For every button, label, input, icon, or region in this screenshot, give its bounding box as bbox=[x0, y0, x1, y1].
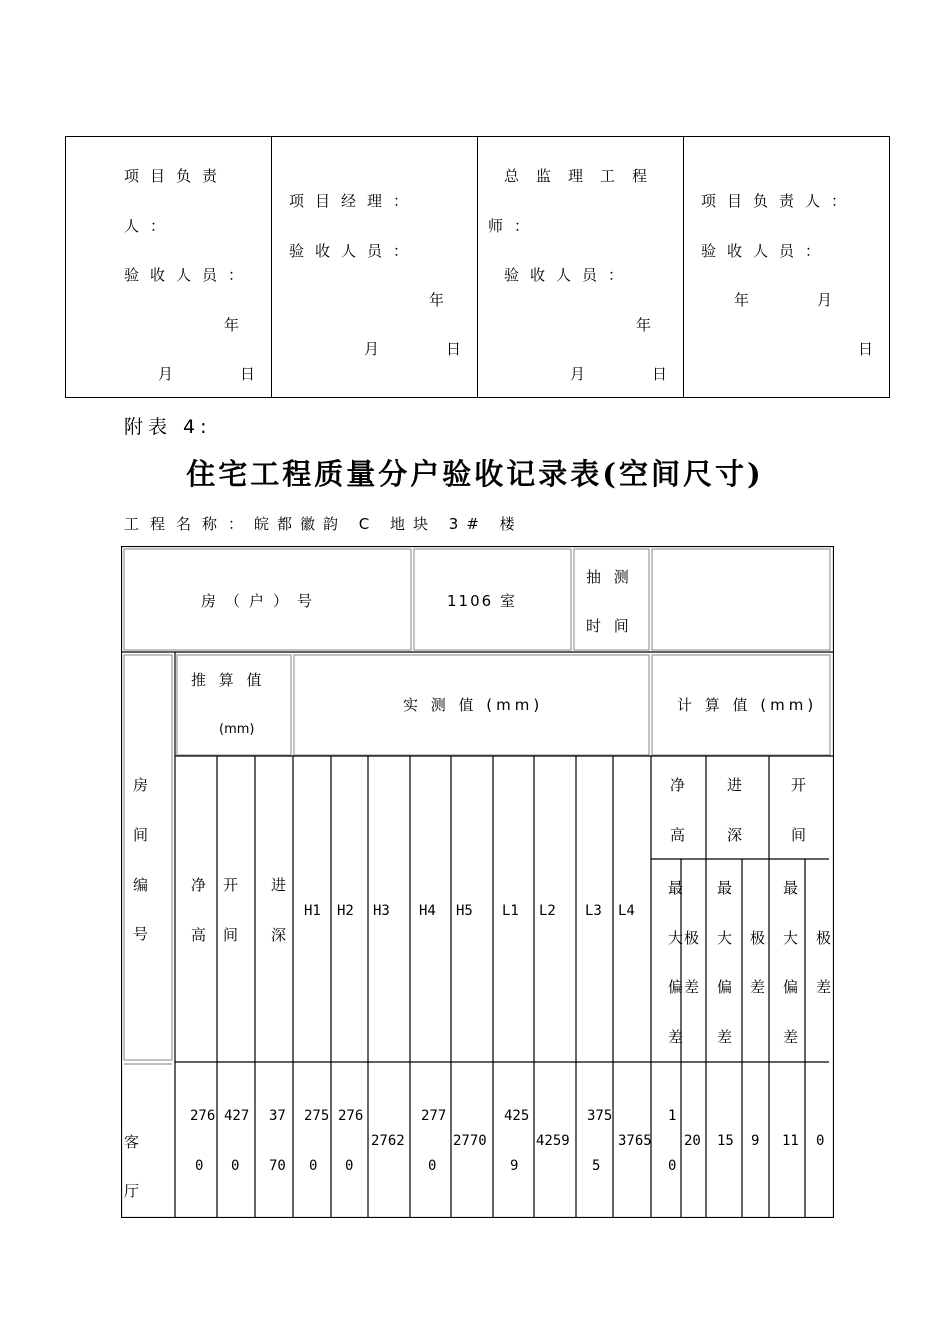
range-char: 极 bbox=[750, 929, 766, 947]
est-col-depth: 进 bbox=[271, 876, 287, 894]
year-label: 年 bbox=[636, 316, 652, 334]
cell-value: 2770 bbox=[453, 1133, 487, 1149]
role-label-cont: 师： bbox=[488, 217, 541, 235]
project-name-value: 皖都徽韵 C 地块 3# 楼 bbox=[254, 515, 523, 533]
est-col-depth-2: 深 bbox=[271, 926, 287, 944]
month-label: 月 bbox=[570, 365, 586, 383]
range-char: 差 bbox=[750, 978, 766, 996]
cell-value: 0 bbox=[816, 1133, 825, 1149]
max-dev-char: 大 bbox=[668, 929, 684, 947]
row-room-name-2: 厅 bbox=[124, 1182, 140, 1200]
signature-table bbox=[65, 136, 890, 398]
acceptance-record-table bbox=[121, 546, 834, 1218]
max-dev-char: 最 bbox=[717, 879, 733, 897]
measured-col-l1: L1 bbox=[502, 903, 519, 919]
cell-value: 70 bbox=[269, 1158, 286, 1174]
max-dev-char: 大 bbox=[783, 929, 799, 947]
role-label-cont: 人： bbox=[124, 217, 177, 235]
measured-col-h5: H5 bbox=[456, 903, 473, 919]
inspector-label: 验收人员： bbox=[504, 266, 635, 284]
max-dev-char: 偏 bbox=[783, 978, 799, 996]
cell-value: 9 bbox=[510, 1158, 519, 1174]
est-col-bay-2: 间 bbox=[223, 926, 239, 944]
signature-cell-project-manager bbox=[272, 137, 478, 398]
estimated-label: 推 算 值 bbox=[191, 671, 266, 689]
row-room-name: 客 bbox=[124, 1133, 140, 1151]
year-label: 年 bbox=[734, 291, 750, 309]
est-col-net-height: 净 bbox=[191, 876, 207, 894]
room-id-char: 编 bbox=[133, 876, 149, 894]
cell-value: 375 bbox=[587, 1108, 613, 1124]
role-label: 总监理工程 bbox=[504, 167, 665, 185]
room-id-char: 间 bbox=[133, 826, 149, 844]
inspector-label: 验收人员： bbox=[289, 242, 420, 260]
est-col-net-height-2: 高 bbox=[191, 926, 207, 944]
calc-group-depth-2: 深 bbox=[727, 826, 743, 844]
month-label: 月 bbox=[364, 340, 380, 358]
room-id-char: 号 bbox=[133, 925, 149, 943]
est-col-bay: 开 bbox=[223, 876, 239, 894]
project-name-row bbox=[124, 513, 523, 534]
max-dev-char: 大 bbox=[717, 929, 733, 947]
room-id-box bbox=[124, 655, 172, 1060]
max-dev-char: 偏 bbox=[717, 978, 733, 996]
cell-value: 3765 bbox=[618, 1133, 652, 1149]
room-no-value: 1106 室 bbox=[447, 592, 517, 610]
cell-value: 425 bbox=[504, 1108, 530, 1124]
inspector-label: 验收人员： bbox=[701, 242, 832, 260]
range-char: 差 bbox=[684, 978, 700, 996]
range-char: 极 bbox=[816, 929, 832, 947]
sample-time-value-box bbox=[652, 549, 830, 650]
measured-col-l3: L3 bbox=[585, 903, 602, 919]
calc-group-bay-2: 间 bbox=[791, 826, 807, 844]
year-label: 年 bbox=[429, 291, 445, 309]
month-label: 月 bbox=[817, 291, 833, 309]
max-dev-char: 差 bbox=[783, 1028, 799, 1046]
calc-group-bay: 开 bbox=[791, 776, 807, 794]
estimated-header-box bbox=[177, 655, 291, 755]
cell-value: 5 bbox=[592, 1158, 601, 1174]
room-id-char: 房 bbox=[133, 776, 149, 794]
range-char: 极 bbox=[684, 929, 700, 947]
calc-group-net-height: 净 bbox=[670, 776, 686, 794]
cell-value: 0 bbox=[309, 1158, 318, 1174]
day-label: 日 bbox=[858, 340, 874, 358]
measured-col-h1: H1 bbox=[304, 903, 321, 919]
cell-value: 11 bbox=[782, 1133, 799, 1149]
max-dev-char: 差 bbox=[668, 1028, 684, 1046]
cell-value: 15 bbox=[717, 1133, 734, 1149]
role-label: 项目负责 bbox=[124, 167, 229, 185]
cell-value: 427 bbox=[224, 1108, 250, 1124]
measured-col-h3: H3 bbox=[373, 903, 390, 919]
day-label: 日 bbox=[652, 365, 668, 383]
appendix-label: 附表 4: bbox=[124, 416, 212, 438]
day-label: 日 bbox=[446, 340, 462, 358]
cell-value: 277 bbox=[421, 1108, 447, 1124]
inspector-label: 验收人员： bbox=[124, 266, 255, 284]
cell-value: 0 bbox=[231, 1158, 240, 1174]
calculated-label: 计 算 值 (mm) bbox=[677, 696, 818, 714]
measured-col-l2: L2 bbox=[539, 903, 556, 919]
cell-value: 275 bbox=[304, 1108, 330, 1124]
room-no-label: 房（户）号 bbox=[201, 592, 322, 610]
max-dev-char: 最 bbox=[783, 879, 799, 897]
max-dev-char: 最 bbox=[668, 879, 684, 897]
cell-value: 0 bbox=[428, 1158, 437, 1174]
day-label: 日 bbox=[240, 365, 256, 383]
cell-value: 0 bbox=[668, 1158, 677, 1174]
range-char: 差 bbox=[816, 978, 832, 996]
project-name-label: 工程名称： bbox=[124, 515, 255, 533]
max-dev-char: 偏 bbox=[668, 978, 684, 996]
cell-value: 0 bbox=[345, 1158, 354, 1174]
cell-value: 2762 bbox=[371, 1133, 405, 1149]
cell-value: 276 bbox=[190, 1108, 216, 1124]
cell-value: 4259 bbox=[536, 1133, 570, 1149]
cell-value: 37 bbox=[269, 1108, 286, 1124]
signature-cell-project-leader-2 bbox=[684, 137, 890, 398]
measured-label: 实 测 值 (mm) bbox=[403, 696, 544, 714]
sample-time-label-2: 时 间 bbox=[586, 617, 633, 635]
max-dev-char: 差 bbox=[717, 1028, 733, 1046]
measured-col-l4: L4 bbox=[618, 903, 635, 919]
cell-value: 276 bbox=[338, 1108, 364, 1124]
sample-time-label: 抽 测 bbox=[586, 568, 633, 586]
measured-col-h2: H2 bbox=[337, 903, 354, 919]
signature-cell-chief-supervisor bbox=[478, 137, 684, 398]
estimated-unit: (mm) bbox=[219, 722, 255, 737]
cell-value: 20 bbox=[684, 1133, 701, 1149]
role-label: 项目经理： bbox=[289, 192, 420, 210]
cell-value: 1 bbox=[668, 1108, 677, 1124]
calc-group-net-height-2: 高 bbox=[670, 826, 686, 844]
calc-group-depth: 进 bbox=[727, 776, 743, 794]
year-label: 年 bbox=[224, 316, 240, 334]
month-label: 月 bbox=[158, 365, 174, 383]
cell-value: 0 bbox=[195, 1158, 204, 1174]
cell-value: 9 bbox=[751, 1133, 760, 1149]
role-label: 项目负责人： bbox=[701, 192, 858, 210]
page-title: 住宅工程质量分户验收记录表(空间尺寸) bbox=[186, 457, 764, 491]
signature-cell-project-leader bbox=[66, 137, 272, 398]
measured-col-h4: H4 bbox=[419, 903, 436, 919]
